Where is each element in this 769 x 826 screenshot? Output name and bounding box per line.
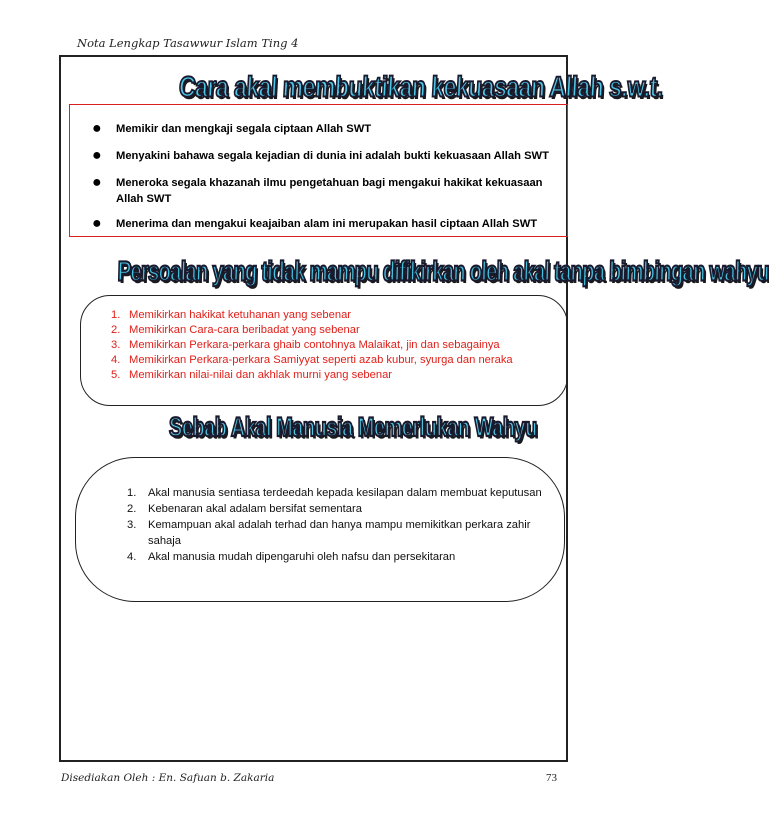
list-item-text: Meneroka segala khazanah ilmu pengetahuan bagi mengakui hakikat kekuasaan Allah SWT: [116, 177, 543, 205]
page-header: Nota Lengkap Tasawwur Islam Ting 4: [77, 36, 299, 50]
list-item: 4. Memikirkan Perkara-perkara Samiyyat seperti azab kubur, syurga dan neraka: [111, 354, 513, 366]
bullet-icon: ●: [92, 215, 102, 232]
list-item: 1. Akal manusia sentiasa terdeedah kepada kesilapan dalam membuat keputusan: [127, 487, 542, 499]
section3-list: [127, 485, 547, 565]
bullet-icon: ●: [92, 174, 102, 191]
list-item: 2. Memikirkan Cara-cara beribadat yang sebenar: [111, 324, 360, 336]
list-item-text: Menerima dan mengakui keajaiban alam ini merupakan hasil ciptaan Allah SWT: [116, 218, 538, 230]
list-item-text: Menyakini bahawa segala kejadian di dunia ini adalah bukti kekuasaan Allah SWT: [116, 150, 549, 162]
section1-box: [69, 104, 568, 237]
list-item: 3. Memikirkan Perkara-perkara ghaib contohnya Malaikat, jin dan sebagainya: [111, 339, 500, 351]
list-item: 5. Memikirkan nilai-nilai dan akhlak murni yang sebenar: [111, 369, 393, 381]
list-item: 1. Memikirkan hakikat ketuhanan yang sebenar: [111, 309, 352, 321]
bullet-icon: ●: [92, 120, 102, 137]
footer-author: Disediakan Oleh : En. Safuan b. Zakaria: [61, 772, 275, 784]
page-footer: [61, 772, 557, 784]
section1-heading: Cara akal membuktikan kekuasaan Allah s.w.t.: [178, 70, 664, 103]
section2-list: [111, 308, 513, 383]
page-number: 73: [546, 772, 557, 784]
section2-heading: Persoalan yang tidak mampu difikirkan oleh akal tanpa bimbingan wahyu: [117, 256, 769, 288]
bullet-icon: ●: [92, 147, 102, 164]
section3-box: [75, 457, 565, 602]
section2-box: [80, 295, 568, 406]
list-item: 3. Kemampuan akal adalah terhad dan hanya mampu memikitkan perkara zahir sahaja: [127, 519, 531, 547]
list-item: 4. Akal manusia mudah dipengaruhi oleh nafsu dan persekitaran: [127, 551, 456, 563]
list-item-text: Memikir dan mengkaji segala ciptaan Allah SWT: [116, 123, 372, 135]
section3-heading: Sebab Akal Manusia Memerlukan Wahyu: [169, 413, 537, 443]
list-item: 2. Kebenaran akal adalam bersifat sementara: [127, 503, 362, 515]
